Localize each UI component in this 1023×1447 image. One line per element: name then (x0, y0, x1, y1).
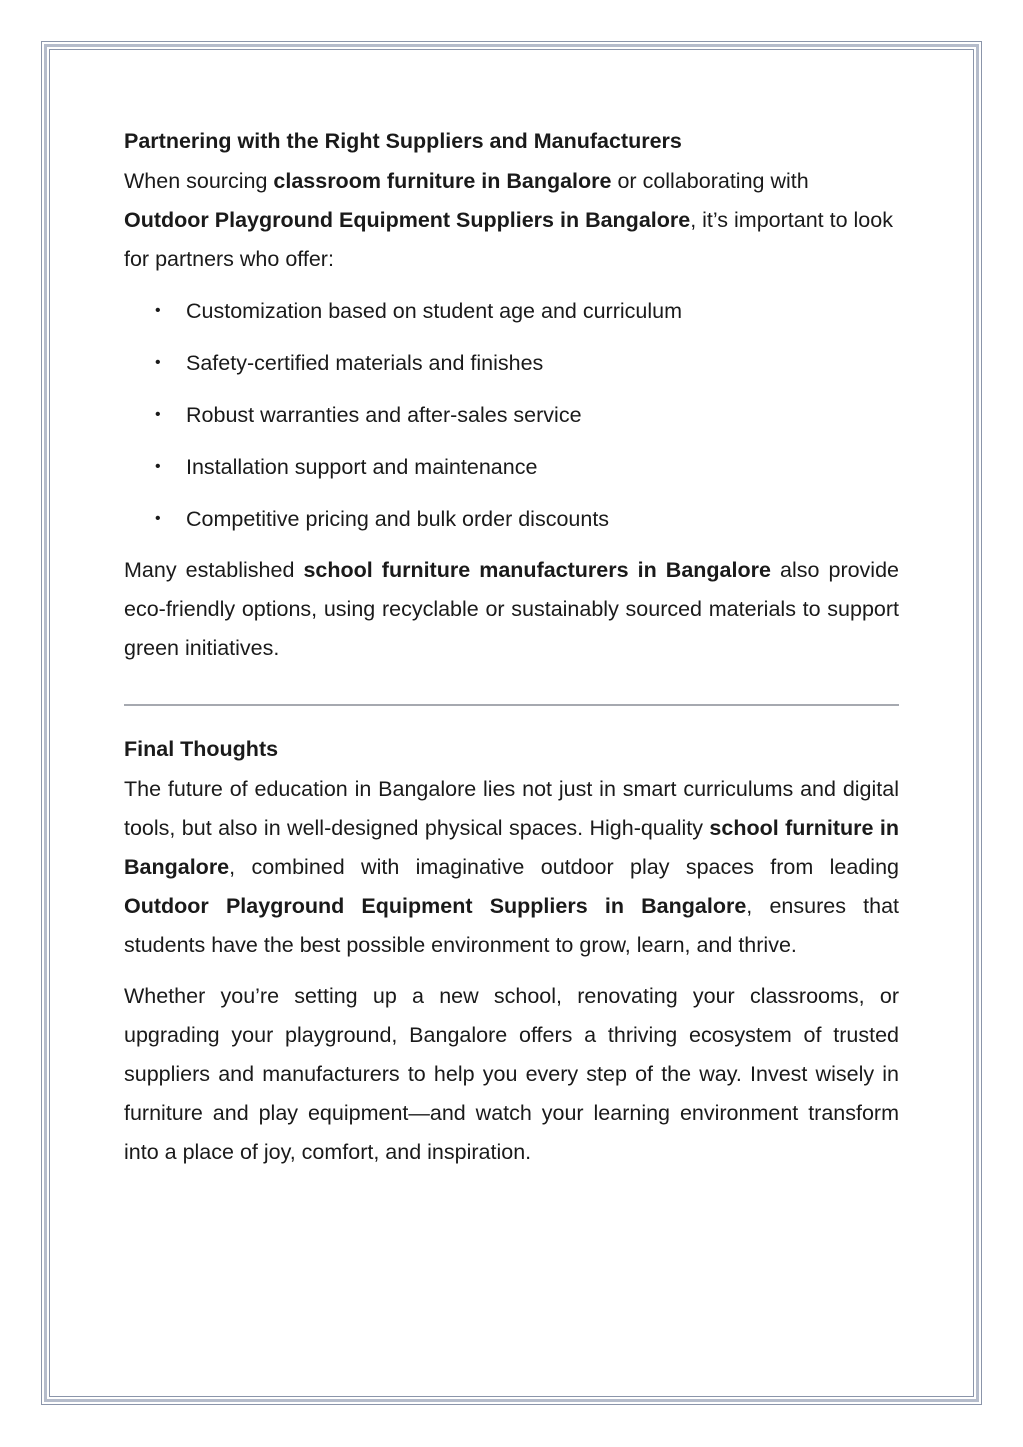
list-item-text: Safety-certified materials and finishes (186, 351, 544, 375)
list-item (124, 395, 899, 435)
list-item-text: Installation support and maintenance (186, 455, 538, 479)
future-paragraph (124, 770, 899, 965)
criteria-list (124, 291, 899, 539)
para-text-2: also provide eco-friendly options, using recyclable or sustainably sourced materials to support green initiatives. (124, 558, 899, 660)
intro-bold-classroom-furniture: classroom furniture in Bangalore (273, 169, 612, 193)
list-item (124, 343, 899, 383)
para-bold-playground-suppliers: Outdoor Playground Equipment Suppliers in Bangalore (124, 894, 747, 918)
intro-paragraph (124, 162, 899, 279)
bullet-icon: • (155, 354, 161, 371)
para-bold-manufacturers: school furniture manufacturers in Bangalore (303, 558, 771, 582)
bullet-icon: • (155, 458, 161, 475)
closing-paragraph: Whether you’re setting up a new school, renovating your classrooms, or upgrading your playground, Bangalore offers a thriving ecosystem of trusted suppliers and manufacturers to help you every step of the way. Invest wisely in furniture and play equipment—and watch your learning environment transform into a place of joy, comfort, and inspiration. (124, 984, 899, 1164)
para-bold-school-furniture: school furniture in Bangalore (124, 816, 899, 879)
eco-friendly-paragraph (124, 551, 899, 668)
document-content (124, 120, 899, 1184)
para-text-3: , ensures that students have the best possible environment to grow, learn, and thrive. (124, 894, 900, 957)
list-item-text: Customization based on student age and curriculum (186, 299, 682, 323)
intro-text-3: , it’s important to look for partners who offer: (124, 208, 893, 271)
section-heading-final-thoughts: Final Thoughts (124, 737, 279, 761)
list-item (124, 447, 899, 487)
intro-bold-playground-suppliers: Outdoor Playground Equipment Suppliers in Bangalore (124, 208, 691, 232)
intro-text-1: When sourcing (124, 169, 274, 193)
list-item (124, 291, 899, 331)
list-item-text: Robust warranties and after-sales service (186, 403, 582, 427)
bullet-icon: • (155, 406, 161, 423)
section-heading-suppliers: Partnering with the Right Suppliers and Manufacturers (124, 129, 682, 153)
para-text-2: , combined with imaginative outdoor play spaces from leading (229, 855, 899, 879)
para-text-1: Many established (124, 558, 304, 582)
list-item-text: Competitive pricing and bulk order discounts (186, 507, 610, 531)
intro-text-2: or collaborating with (611, 169, 809, 193)
bullet-icon: • (155, 510, 161, 527)
bullet-icon: • (155, 302, 161, 319)
list-item (124, 499, 899, 539)
section-divider (124, 704, 899, 706)
para-text-1: The future of education in Bangalore lies not just in smart curriculums and digital tools, but also in well-designed physical spaces. High-quality (124, 777, 899, 840)
